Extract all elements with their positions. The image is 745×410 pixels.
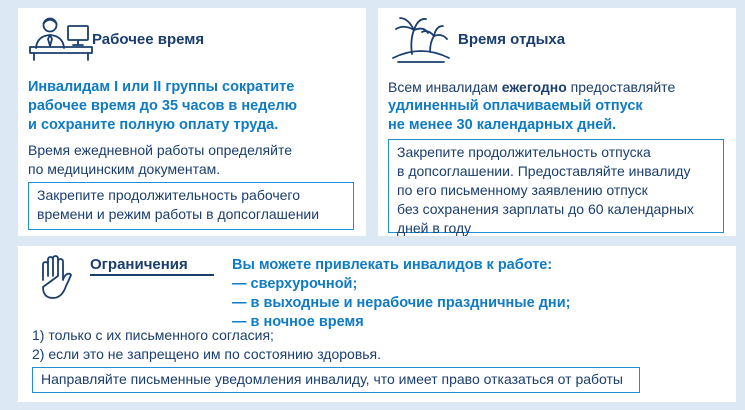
limitations-title-underline	[90, 274, 214, 276]
work-lead-line-2: рабочее время до 35 часов в неделю	[28, 98, 298, 114]
limitations-item-night: — в ночное время	[232, 314, 364, 330]
rest-note-line-3: по его письменному заявлению отпуск	[397, 182, 648, 198]
work-time-title: Рабочее время	[92, 31, 205, 48]
limitations-lead: Вы можете привлекать инвалидов к работе:	[232, 257, 553, 273]
work-paragraph	[28, 141, 292, 179]
work-paragraph-line-1: Время ежедневной работы определяйте	[28, 142, 292, 158]
rest-note-box	[388, 139, 724, 236]
rest-lead-emphasis: ежегодно	[501, 79, 567, 95]
office-worker-icon	[28, 14, 94, 62]
rest-lead-line-3: не менее 30 календарных дней.	[388, 117, 617, 133]
limitations-conditions	[32, 326, 381, 364]
work-note-line-1: Закрепите продолжительность рабочего	[37, 187, 301, 203]
limitations-item-overtime: — сверхурочной;	[232, 276, 358, 292]
rest-note-line-2: в допсоглашении. Предоставляйте инвалиду	[397, 163, 691, 179]
work-time-panel	[18, 8, 366, 236]
limitations-panel	[18, 246, 736, 402]
rest-time-title: Время отдыха	[458, 31, 566, 48]
limitations-note-box	[32, 367, 640, 393]
condition-1: 1) только с их письменного согласия;	[32, 327, 274, 343]
work-lead-line-1: Инвалидам I или II группы сократите	[28, 79, 295, 95]
work-lead-line-3: и сохраните полную оплату труда.	[28, 117, 279, 133]
rest-lead-pre: Всем инвалидам	[388, 79, 502, 95]
rest-time-panel	[378, 8, 736, 236]
rest-note-line-5: дней в году	[397, 220, 472, 236]
limitations-note-text: Направляйте письменные уведомления инвалиду, что имеет право отказаться от работы	[41, 371, 623, 387]
limitations-title: Ограничения	[90, 256, 188, 273]
work-note-line-2: времени и режим работы в допсоглашении	[37, 206, 320, 222]
condition-2: 2) если это не запрещено им по состоянию здоровья.	[32, 346, 382, 362]
rest-note-line-1: Закрепите продолжительность отпуска	[397, 144, 651, 160]
rest-lead-post: предоставляйте	[566, 79, 676, 95]
palm-island-icon	[390, 12, 452, 64]
stop-hand-icon	[34, 254, 74, 302]
work-paragraph-line-2: по медицинским документам.	[28, 161, 221, 177]
rest-lead-line-1	[388, 78, 675, 96]
rest-note-line-4: без сохранения зарплаты до 60 календарных	[397, 201, 694, 217]
limitations-item-weekends: — в выходные и нерабочие праздничные дни;	[232, 295, 571, 311]
rest-lead-line-2: удлиненный оплачиваемый отпуск	[388, 98, 643, 114]
work-note-box	[28, 182, 354, 230]
